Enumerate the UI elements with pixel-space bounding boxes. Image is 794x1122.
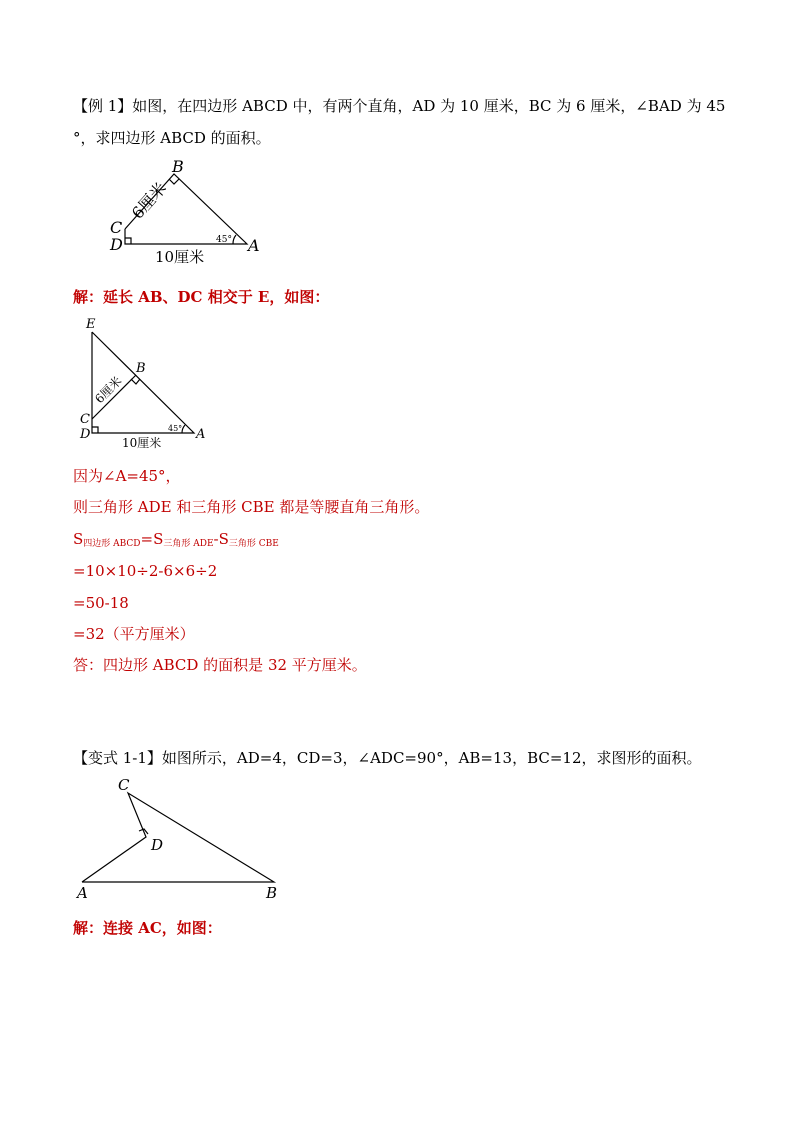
example1-title-line2: °，求四边形 ABCD 的面积。 <box>73 129 271 147</box>
formula-sub-abcd: 四边形 ABCD <box>83 539 141 549</box>
fig2-angle-label: 45° <box>168 424 183 433</box>
formula-sub-ade: 三角形 ADE <box>163 539 214 549</box>
fig1-bc-length: 6厘米 <box>127 178 171 223</box>
fig1-angle-label: 45° <box>216 235 232 245</box>
formula-sub-cbe: 三角形 CBE <box>228 539 279 549</box>
fig2-label-e: E <box>86 317 96 332</box>
isosceles-statement: 则三角形 ADE 和三角形 CBE 都是等腰直角三角形。 <box>73 498 430 516</box>
fig1-ad-length: 10厘米 <box>155 248 205 266</box>
fig1-label-d: D <box>110 235 123 254</box>
calc-step-3: =32（平方厘米） <box>73 625 195 643</box>
var-label-a: A <box>77 884 88 902</box>
formula-s1: S <box>73 530 84 548</box>
fig2-label-c: C <box>80 412 90 427</box>
var-label-b: B <box>266 884 278 902</box>
fig1-label-c: C <box>110 218 123 237</box>
because-angle-a: 因为∠A=45°， <box>73 467 181 485</box>
fig2-label-b: B <box>136 361 146 376</box>
calc-step-1: =10×10÷2-6×6÷2 <box>73 562 218 580</box>
example1-title-line1: 【例 1】如图，在四边形 ABCD 中，有两个直角，AD 为 10 厘米，BC 为 6 厘米，∠BAD 为 45 <box>73 97 726 115</box>
fig2-label-a: A <box>196 427 206 442</box>
fig2-bc-length: 6厘米 <box>92 373 125 407</box>
fig1-label-a: A <box>248 236 260 255</box>
var-label-c: C <box>118 776 130 794</box>
fig2-ad-length: 10厘米 <box>122 436 162 450</box>
solution-heading: 解：延长 AB、DC 相交于 E，如图： <box>73 288 330 306</box>
fig2-label-d: D <box>80 427 91 442</box>
variant-title: 【变式 1-1】如图所示，AD=4，CD=3，∠ADC=90°，AB=13，BC=12，求图形的面积。 <box>73 749 702 767</box>
answer-line: 答：四边形 ABCD 的面积是 32 平方厘米。 <box>73 656 367 674</box>
fig1-label-b: B <box>172 157 184 176</box>
formula-eq: =S <box>140 530 164 548</box>
formula-minus: -S <box>213 530 229 548</box>
calc-step-2: =50-18 <box>73 594 129 612</box>
variant-outline <box>82 793 274 882</box>
var-label-d: D <box>151 836 164 854</box>
variant-solution-heading: 解：连接 AC，如图： <box>73 919 222 937</box>
